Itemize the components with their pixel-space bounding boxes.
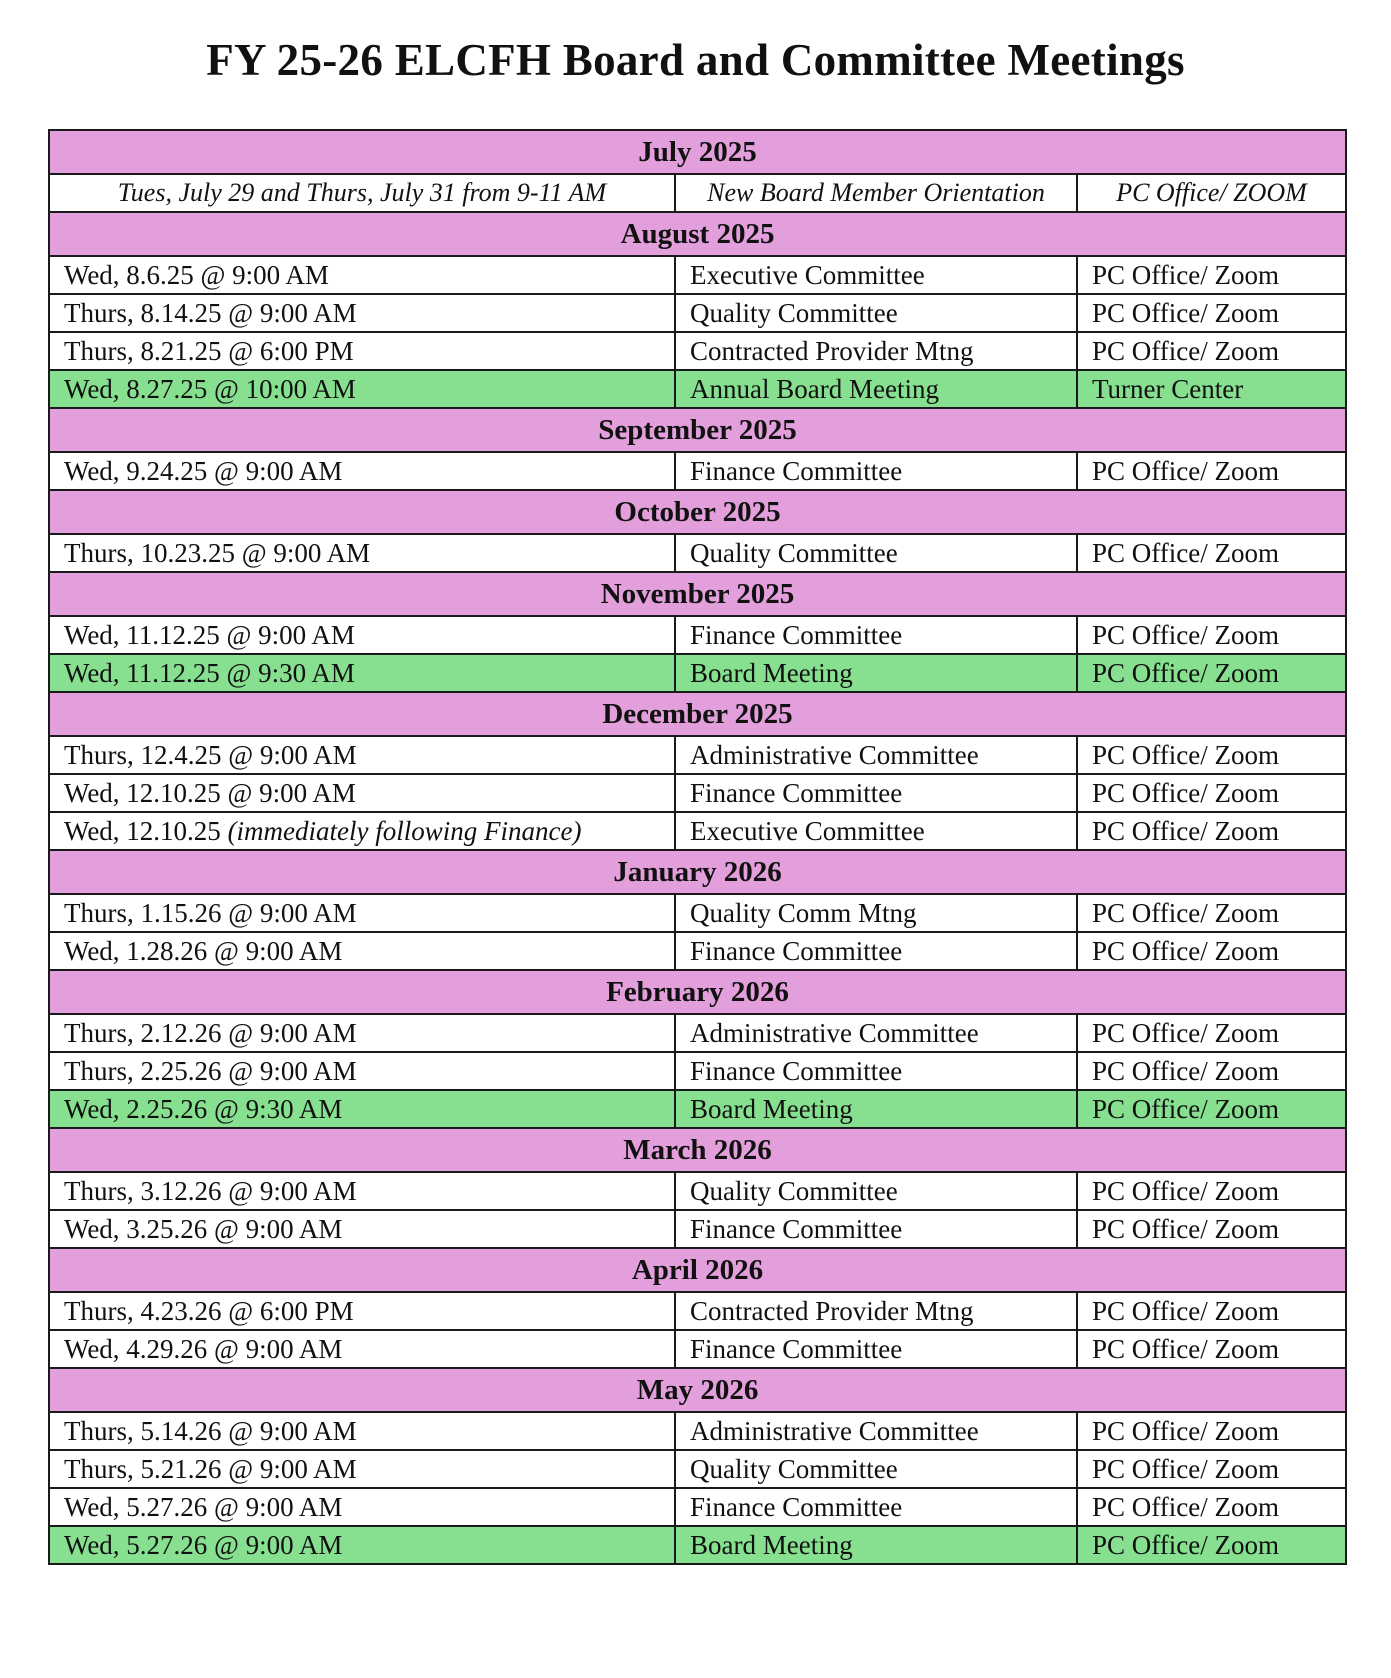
- meeting-schedule-table: [48, 129, 1347, 1565]
- meeting-name: Administrative Committee: [675, 1412, 1077, 1450]
- meeting-location: PC Office/ Zoom: [1077, 1210, 1346, 1248]
- meeting-row: [49, 1172, 1346, 1210]
- meeting-name: Finance Committee: [675, 452, 1077, 490]
- meeting-row: [49, 452, 1346, 490]
- meeting-row: [49, 1330, 1346, 1368]
- meeting-location: PC Office/ Zoom: [1077, 736, 1346, 774]
- meeting-name: Finance Committee: [675, 1488, 1077, 1526]
- meeting-name: Finance Committee: [675, 932, 1077, 970]
- meeting-location: PC Office/ Zoom: [1077, 1526, 1346, 1564]
- meeting-date: Thurs, 8.14.25 @ 9:00 AM: [49, 294, 675, 332]
- meeting-name: Quality Comm Mtng: [675, 894, 1077, 932]
- month-header: December 2025: [49, 692, 1346, 736]
- meeting-row: [49, 332, 1346, 370]
- month-header: April 2026: [49, 1248, 1346, 1292]
- meeting-row: [49, 616, 1346, 654]
- meeting-date: Wed, 11.12.25 @ 9:30 AM: [49, 654, 675, 692]
- meeting-date-note: (immediately following Finance): [227, 815, 582, 846]
- meeting-date: Wed, 12.10.25 @ 9:00 AM: [49, 774, 675, 812]
- meeting-date: Thurs, 4.23.26 @ 6:00 PM: [49, 1292, 675, 1330]
- meeting-row: [49, 1210, 1346, 1248]
- meeting-location: PC Office/ Zoom: [1077, 1488, 1346, 1526]
- meeting-date: Wed, 1.28.26 @ 9:00 AM: [49, 932, 675, 970]
- meeting-date: Tues, July 29 and Thurs, July 31 from 9-11 AM: [49, 174, 675, 212]
- meeting-location: PC Office/ Zoom: [1077, 932, 1346, 970]
- meeting-date: Thurs, 5.14.26 @ 9:00 AM: [49, 1412, 675, 1450]
- meeting-row: [49, 1488, 1346, 1526]
- meeting-date: Wed, 4.29.26 @ 9:00 AM: [49, 1330, 675, 1368]
- meeting-location: PC Office/ Zoom: [1077, 1292, 1346, 1330]
- meeting-location: PC Office/ Zoom: [1077, 332, 1346, 370]
- board-meeting-row: [49, 1090, 1346, 1128]
- meeting-name: Board Meeting: [675, 1090, 1077, 1128]
- meeting-row: [49, 294, 1346, 332]
- meeting-row: [49, 812, 1346, 850]
- meeting-location: PC Office/ Zoom: [1077, 1090, 1346, 1128]
- meeting-date: [49, 812, 675, 850]
- month-header-row: [49, 572, 1346, 616]
- month-header-row: [49, 1368, 1346, 1412]
- meeting-name: Quality Committee: [675, 534, 1077, 572]
- meeting-date: Thurs, 3.12.26 @ 9:00 AM: [49, 1172, 675, 1210]
- meeting-date: Wed, 8.27.25 @ 10:00 AM: [49, 370, 675, 408]
- meeting-date: Thurs, 2.12.26 @ 9:00 AM: [49, 1014, 675, 1052]
- meeting-location: PC Office/ Zoom: [1077, 294, 1346, 332]
- meeting-row: [49, 932, 1346, 970]
- month-header-row: [49, 692, 1346, 736]
- meeting-date: Thurs, 2.25.26 @ 9:00 AM: [49, 1052, 675, 1090]
- meeting-location: PC Office/ Zoom: [1077, 1172, 1346, 1210]
- meeting-row: [49, 736, 1346, 774]
- meeting-name: Executive Committee: [675, 256, 1077, 294]
- board-meeting-row: [49, 370, 1346, 408]
- meeting-date: Thurs, 1.15.26 @ 9:00 AM: [49, 894, 675, 932]
- month-header-row: [49, 490, 1346, 534]
- meeting-location: PC Office/ Zoom: [1077, 894, 1346, 932]
- meeting-row: [49, 774, 1346, 812]
- meeting-row: [49, 534, 1346, 572]
- meeting-location: PC Office/ Zoom: [1077, 1014, 1346, 1052]
- month-header-row: [49, 130, 1346, 174]
- board-meeting-row: [49, 1526, 1346, 1564]
- month-header-row: [49, 1128, 1346, 1172]
- month-header-row: [49, 970, 1346, 1014]
- meeting-row: [49, 256, 1346, 294]
- month-header: March 2026: [49, 1128, 1346, 1172]
- meeting-name: New Board Member Orientation: [675, 174, 1077, 212]
- meeting-name: Annual Board Meeting: [675, 370, 1077, 408]
- month-header: July 2025: [49, 130, 1346, 174]
- meeting-date: Wed, 11.12.25 @ 9:00 AM: [49, 616, 675, 654]
- meeting-date: Thurs, 12.4.25 @ 9:00 AM: [49, 736, 675, 774]
- meeting-name: Executive Committee: [675, 812, 1077, 850]
- page-title: FY 25-26 ELCFH Board and Committee Meetings: [206, 35, 1185, 85]
- meeting-row: [49, 1450, 1346, 1488]
- meeting-name: Quality Committee: [675, 294, 1077, 332]
- meeting-row: [49, 174, 1346, 212]
- meeting-location: PC Office/ Zoom: [1077, 812, 1346, 850]
- meeting-date: Wed, 3.25.26 @ 9:00 AM: [49, 1210, 675, 1248]
- meeting-date: Wed, 9.24.25 @ 9:00 AM: [49, 452, 675, 490]
- meeting-name: Finance Committee: [675, 774, 1077, 812]
- meeting-row: [49, 894, 1346, 932]
- meeting-row: [49, 1292, 1346, 1330]
- meeting-name: Administrative Committee: [675, 736, 1077, 774]
- meeting-date: Wed, 5.27.26 @ 9:00 AM: [49, 1526, 675, 1564]
- meeting-date: Thurs, 8.21.25 @ 6:00 PM: [49, 332, 675, 370]
- meeting-row: [49, 1052, 1346, 1090]
- meeting-name: Finance Committee: [675, 1210, 1077, 1248]
- meeting-location: PC Office/ Zoom: [1077, 1330, 1346, 1368]
- meeting-date-text: Wed, 12.10.25: [64, 815, 221, 846]
- meeting-name: Contracted Provider Mtng: [675, 332, 1077, 370]
- meeting-row: [49, 1014, 1346, 1052]
- meeting-date: Wed, 5.27.26 @ 9:00 AM: [49, 1488, 675, 1526]
- meeting-name: Board Meeting: [675, 654, 1077, 692]
- meeting-row: [49, 1412, 1346, 1450]
- meeting-location: PC Office/ ZOOM: [1077, 174, 1346, 212]
- board-meeting-row: [49, 654, 1346, 692]
- meeting-location: PC Office/ Zoom: [1077, 654, 1346, 692]
- meeting-location: PC Office/ Zoom: [1077, 616, 1346, 654]
- month-header: January 2026: [49, 850, 1346, 894]
- meeting-name: Quality Committee: [675, 1450, 1077, 1488]
- month-header: August 2025: [49, 212, 1346, 256]
- meeting-location: PC Office/ Zoom: [1077, 1450, 1346, 1488]
- month-header: September 2025: [49, 408, 1346, 452]
- meeting-location: Turner Center: [1077, 370, 1346, 408]
- meeting-name: Contracted Provider Mtng: [675, 1292, 1077, 1330]
- meeting-location: PC Office/ Zoom: [1077, 1412, 1346, 1450]
- month-header: February 2026: [49, 970, 1346, 1014]
- meeting-date: Thurs, 5.21.26 @ 9:00 AM: [49, 1450, 675, 1488]
- meeting-location: PC Office/ Zoom: [1077, 1052, 1346, 1090]
- meeting-name: Board Meeting: [675, 1526, 1077, 1564]
- meeting-name: Administrative Committee: [675, 1014, 1077, 1052]
- schedule-body: [49, 130, 1346, 1564]
- meeting-location: PC Office/ Zoom: [1077, 534, 1346, 572]
- meeting-date: Thurs, 10.23.25 @ 9:00 AM: [49, 534, 675, 572]
- meeting-name: Finance Committee: [675, 1330, 1077, 1368]
- meeting-date: Wed, 2.25.26 @ 9:30 AM: [49, 1090, 675, 1128]
- meeting-name: Quality Committee: [675, 1172, 1077, 1210]
- month-header-row: [49, 408, 1346, 452]
- month-header-row: [49, 212, 1346, 256]
- meeting-name: Finance Committee: [675, 616, 1077, 654]
- month-header-row: [49, 850, 1346, 894]
- meeting-location: PC Office/ Zoom: [1077, 256, 1346, 294]
- month-header: May 2026: [49, 1368, 1346, 1412]
- meeting-location: PC Office/ Zoom: [1077, 774, 1346, 812]
- month-header-row: [49, 1248, 1346, 1292]
- meeting-name: Finance Committee: [675, 1052, 1077, 1090]
- meeting-location: PC Office/ Zoom: [1077, 452, 1346, 490]
- month-header: October 2025: [49, 490, 1346, 534]
- meeting-date: Wed, 8.6.25 @ 9:00 AM: [49, 256, 675, 294]
- month-header: November 2025: [49, 572, 1346, 616]
